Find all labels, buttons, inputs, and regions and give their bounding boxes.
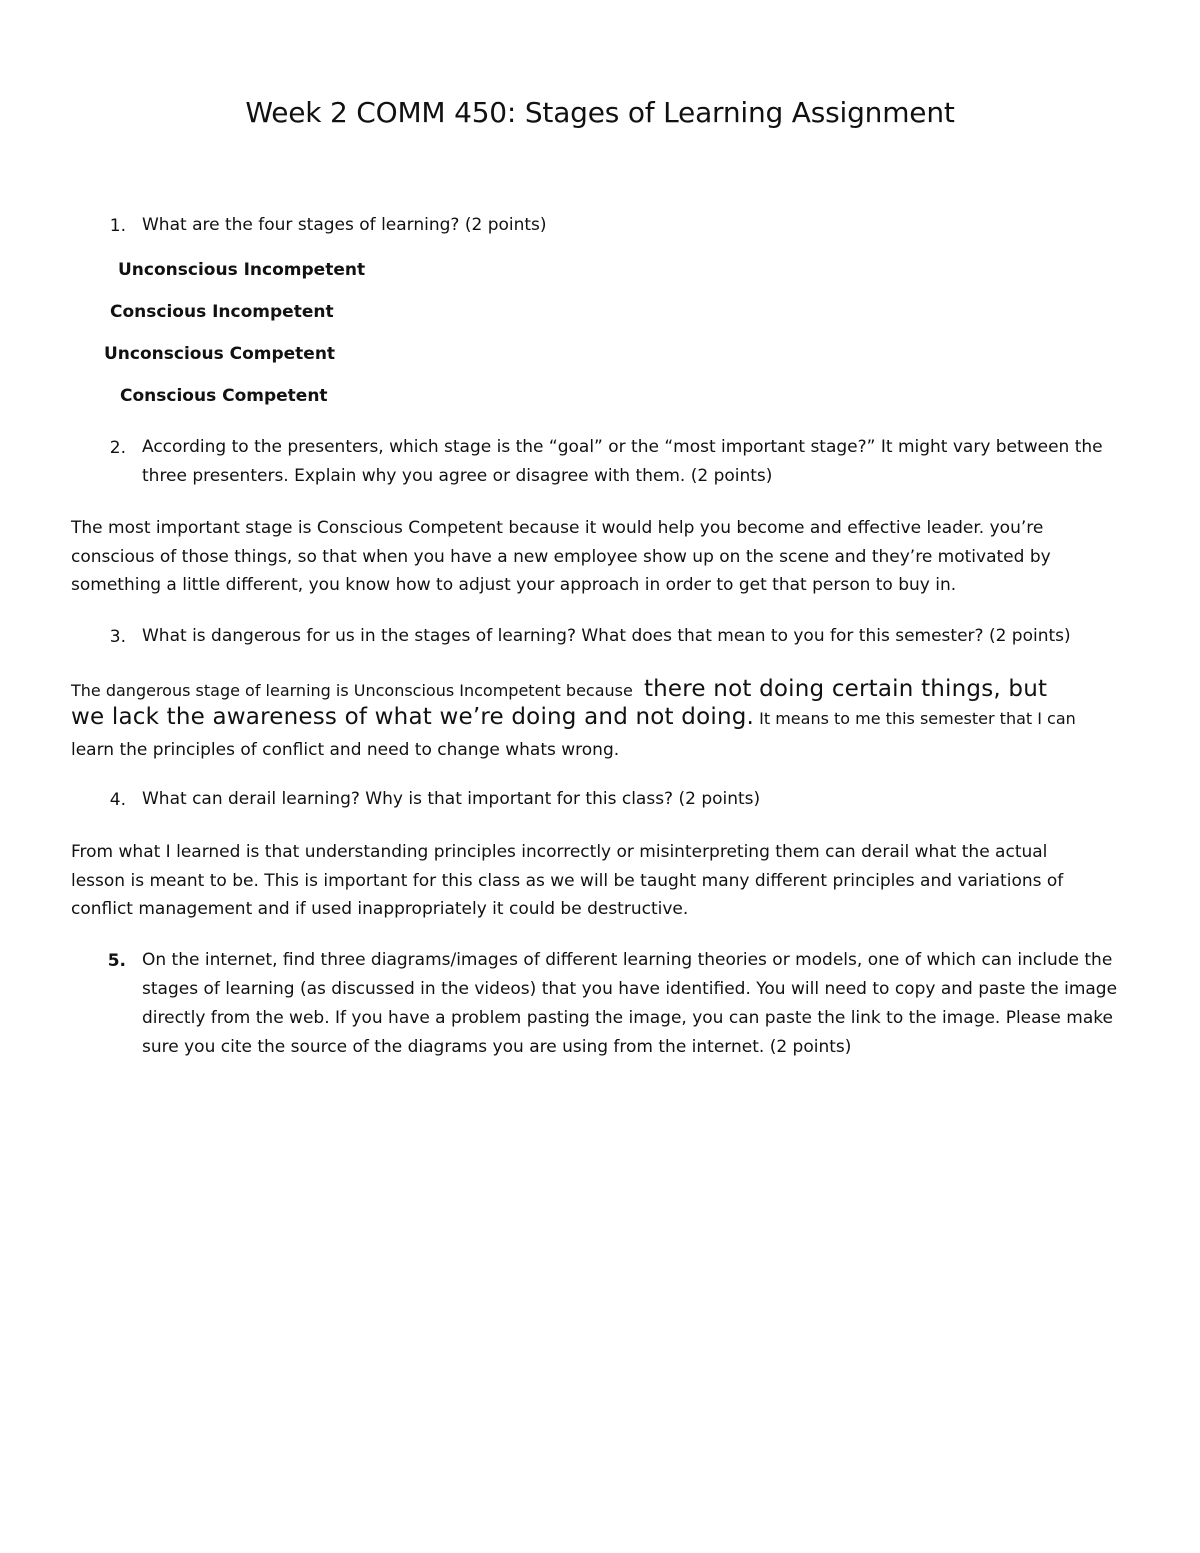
- answer-2: The most important stage is Conscious Competent because it would help you become and effective leader. you’re conscious of those things, so that when you have a new employee show up on the scene and they’re motivated by something a little different, you know how to adjust your approach in order to get that person to buy in.: [71, 518, 1051, 595]
- question-4-number: 4.: [109, 790, 126, 810]
- document-title: Week 2 COMM 450: Stages of Learning Assignment: [245, 96, 955, 129]
- answer-3-line-1: [71, 676, 1047, 702]
- question-5-number: 5.: [107, 951, 126, 971]
- question-1-text: What are the four stages of learning? (2 points): [142, 215, 547, 235]
- answer-3-part-1: The dangerous stage of learning is Unconscious Incompetent because: [71, 681, 633, 700]
- question-3-number: 3.: [109, 627, 126, 647]
- question-3-text: What is dangerous for us in the stages of learning? What does that mean to you for this semester? (2 points): [142, 626, 1071, 646]
- answer-3-line-2: [71, 704, 1076, 730]
- question-2-text: According to the presenters, which stage is the “goal” or the “most important stage?” It might vary between the three presenters. Explain why you agree or disagree with them. (2 points): [142, 437, 1103, 486]
- stage-1: Unconscious Incompetent: [118, 260, 366, 280]
- answer-3-line-3: learn the principles of conflict and need to change whats wrong.: [71, 740, 620, 760]
- stage-2: Conscious Incompetent: [110, 302, 334, 322]
- answer-4: From what I learned is that understanding principles incorrectly or misinterpreting them can derail what the actual lesson is meant to be. This is important for this class as we will be taught many different principles and variations of conflict management and if used inappropriately it could be destructive.: [71, 842, 1064, 919]
- stage-4: Conscious Competent: [120, 386, 328, 406]
- question-2-number: 2.: [109, 438, 126, 458]
- answer-3-part-2: there not doing certain things, but: [643, 676, 1048, 702]
- question-5-text: On the internet, find three diagrams/images of different learning theories or models, one of which can include the stages of learning (as discussed in the videos) that you have identified. You will need to copy and paste the image directly from the web. If you have a problem pasting the image, you can paste the link to the image. Please make sure you cite the source of the diagrams you are using from the internet. (2 points): [142, 950, 1118, 1057]
- stage-3: Unconscious Competent: [104, 344, 336, 364]
- answer-3-part-3: we lack the awareness of what we’re doing and not doing.: [71, 704, 755, 730]
- answer-3-part-4: It means to me this semester that I can: [759, 709, 1076, 728]
- question-4-text: What can derail learning? Why is that important for this class? (2 points): [142, 789, 761, 809]
- question-1-number: 1.: [109, 216, 126, 236]
